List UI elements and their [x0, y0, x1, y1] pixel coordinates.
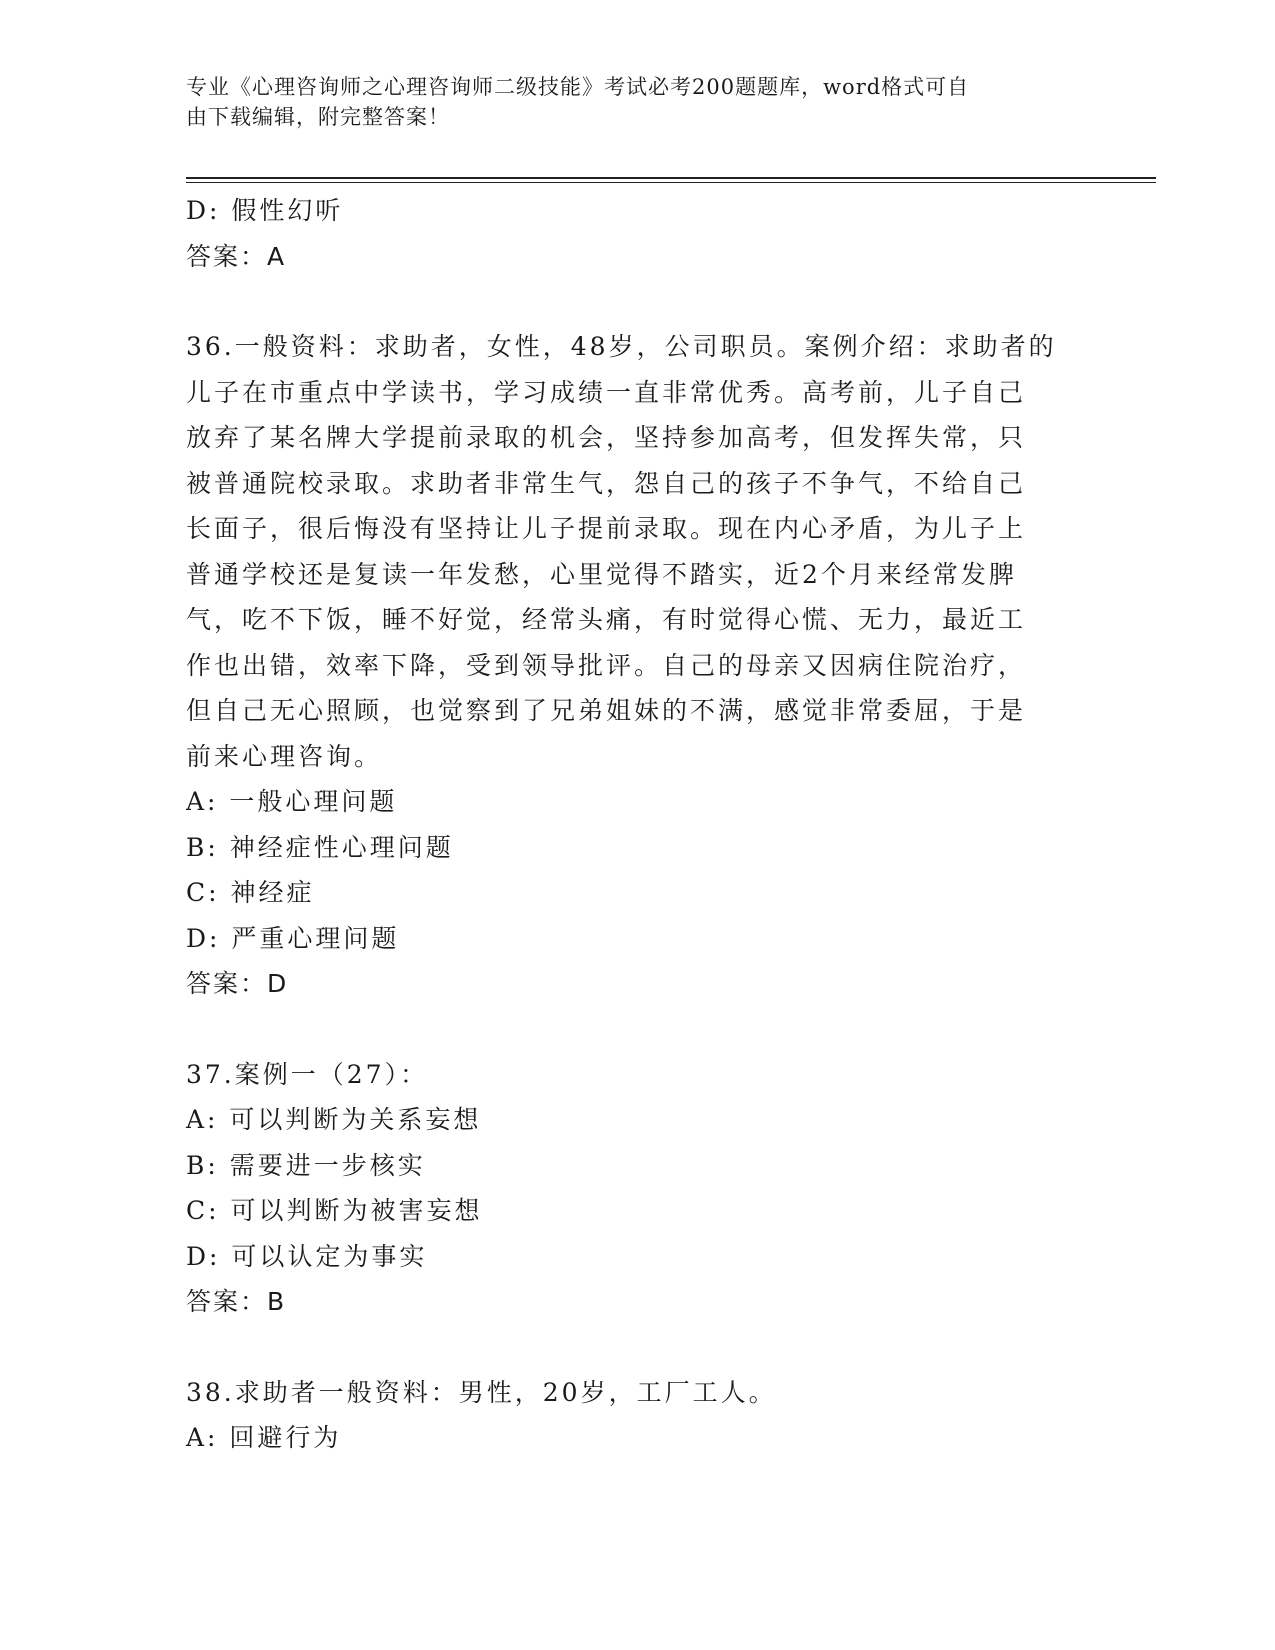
stem-line: 放弃了某名牌大学提前录取的机会，坚持参加高考，但发挥失常，只 [186, 423, 1027, 452]
stem-line: 前来心理咨询。 [186, 741, 383, 771]
stem-line: 长面子，很后悔没有坚持让儿子提前录取。现在内心矛盾，为儿子上 [186, 514, 1027, 543]
question-37-stem: 37.案例一（27）： [186, 1059, 429, 1089]
question-37-option-b: B: 需要进一步核实 [186, 1150, 426, 1180]
question-36-option-c: C: 神经症 [186, 878, 315, 907]
question-38-stem: 38.求助者一般资料：男性，20岁，工厂工人。 [186, 1377, 777, 1407]
question-37-option-d: D: 可以认定为事实 [186, 1241, 428, 1271]
header-line-1: 专业《心理咨询师之心理咨询师二级技能》考试必考200题题库，word格式可自 [186, 75, 970, 99]
header-divider-thick [186, 177, 1156, 179]
question-38-option-a: A: 回避行为 [186, 1423, 342, 1452]
spacer [186, 1007, 1106, 1052]
spacer [186, 279, 1106, 324]
question-36-answer: 答案：D [186, 969, 289, 998]
header-divider-thin [186, 182, 1156, 183]
question-36-option-b: B: 神经症性心理问题 [186, 832, 454, 862]
question-37-option-a: A: 可以判断为关系妄想 [186, 1105, 482, 1134]
spacer [186, 1325, 1106, 1370]
stem-line: 儿子在市重点中学读书，学习成绩一直非常优秀。高考前，儿子自己 [186, 377, 1027, 407]
question-37-answer: 答案：B [186, 1287, 287, 1316]
question-38 [186, 1370, 1106, 1461]
question-36-stem [186, 324, 1106, 779]
question-37-option-c: C: 可以判断为被害妄想 [186, 1196, 483, 1225]
question-36 [186, 324, 1106, 1007]
document-header [186, 72, 1086, 132]
stem-line: 被普通院校录取。求助者非常生气，怨自己的孩子不争气，不给自己 [186, 468, 1027, 498]
prev-answer: 答案：A [186, 241, 287, 271]
stem-line: 普通学校还是复读一年发愁，心里觉得不踏实，近2个月来经常发脾 [186, 559, 1017, 589]
header-line-2: 由下载编辑，附完整答案！ [186, 105, 450, 129]
question-36-option-a: A: 一般心理问题 [186, 787, 398, 816]
stem-line: 气，吃不下饭，睡不好觉，经常头痛，有时觉得心慌、无力，最近工 [186, 605, 1027, 634]
question-36-option-d: D: 严重心理问题 [186, 923, 400, 953]
stem-line: 36.一般资料：求助者，女性，48岁，公司职员。案例介绍：求助者的 [186, 332, 1057, 361]
prev-option-d: D: 假性幻听 [186, 196, 344, 225]
question-37 [186, 1052, 1106, 1325]
stem-line: 作也出错，效率下降，受到领导批评。自己的母亲又因病住院治疗， [186, 650, 1027, 680]
document-body [186, 188, 1106, 1461]
stem-line: 但自己无心照顾，也觉察到了兄弟姐妹的不满，感觉非常委屈，于是 [186, 696, 1027, 725]
